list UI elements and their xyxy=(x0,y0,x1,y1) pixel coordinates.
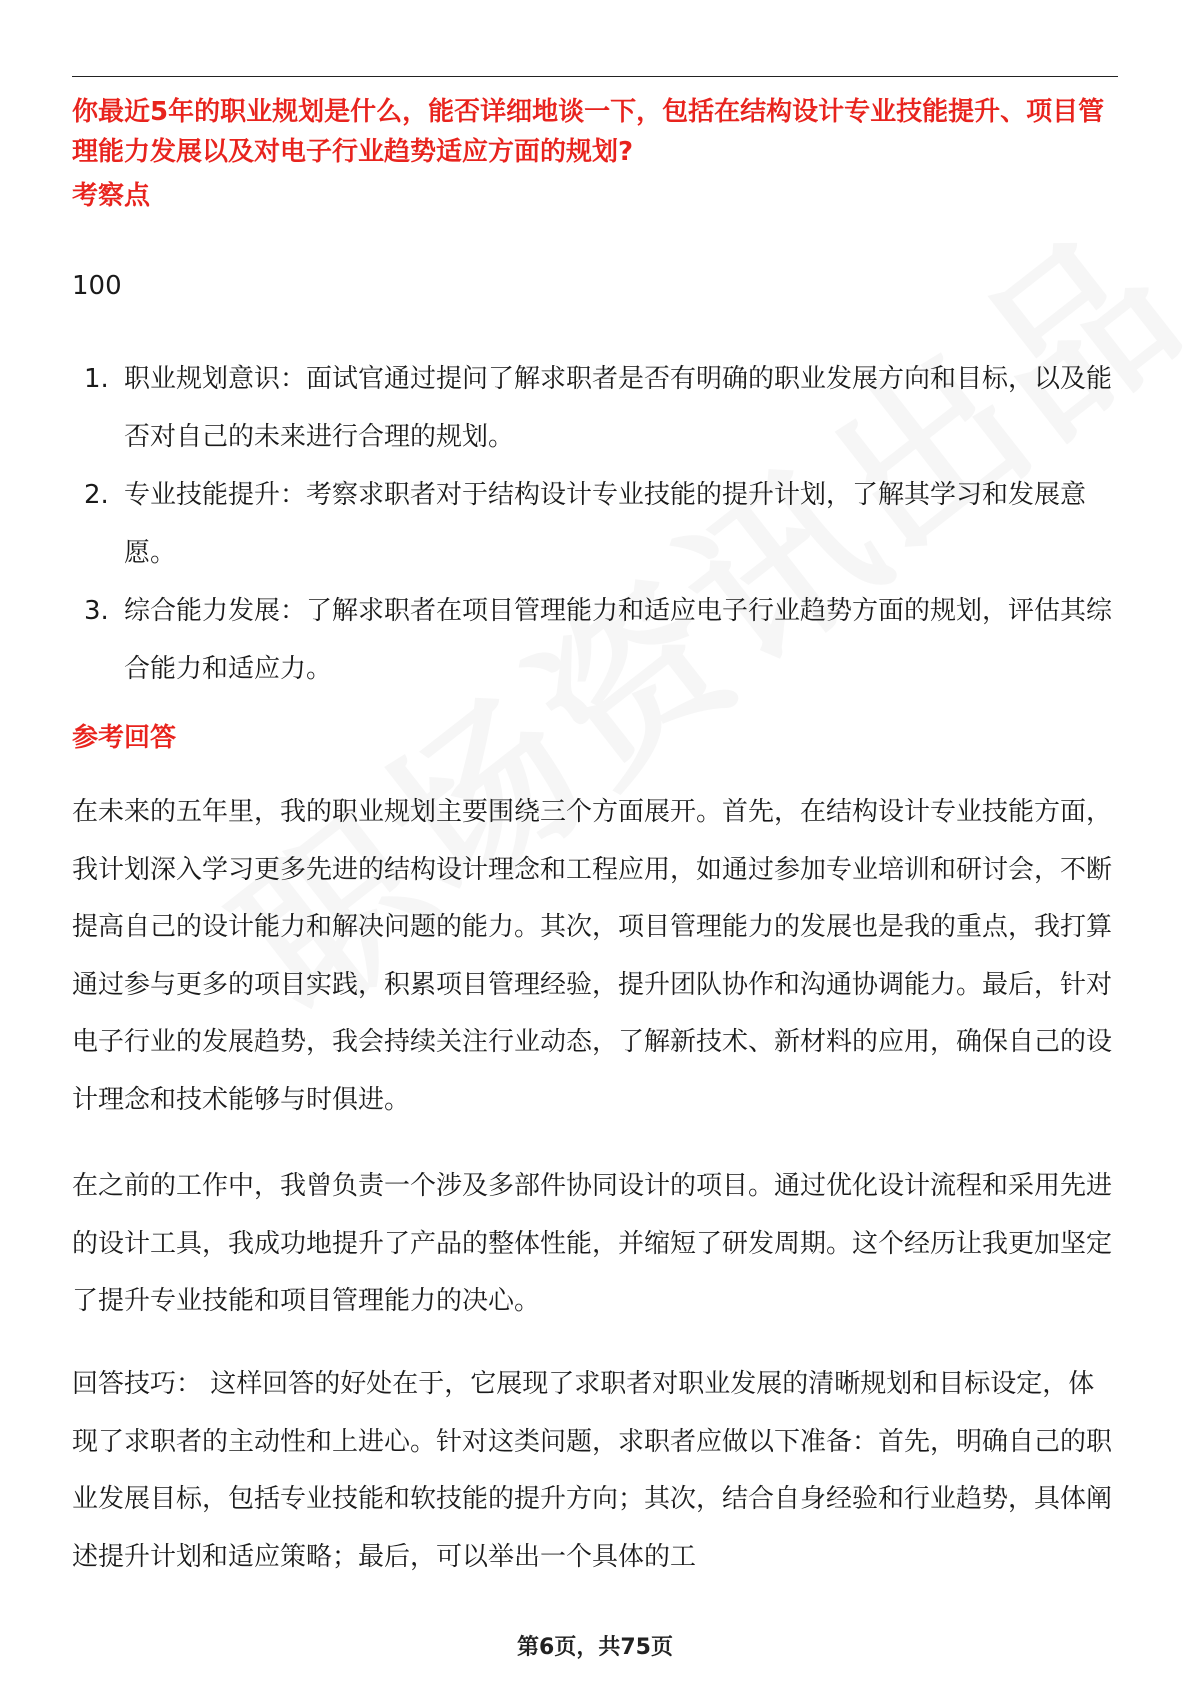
list-item-text: 专业技能提升：考察求职者对于结构设计专业技能的提升计划，了解其学习和发展意愿。 xyxy=(124,480,1087,568)
list-item-number: 2. xyxy=(84,480,109,510)
score-value: 100 xyxy=(72,271,122,301)
list-item-number: 1. xyxy=(84,364,109,394)
page-number-footer: 第6页，共75页 xyxy=(517,1635,673,1660)
top-divider xyxy=(72,76,1118,77)
answer-paragraph: 在未来的五年里，我的职业规划主要围绕三个方面展开。首先，在结构设计专业技能方面，我计划深入学习更多先进的结构设计理念和工程应用，如通过参加专业培训和研讨会，不断提高自己的设计能力和解决问题的能力。其次，项目管理能力的发展也是我的重点，我打算通过参与更多的项目实践，积累项目管理经验，提升团队协作和沟通协调能力。最后，针对电子行业的发展趋势，我会持续关注行业动态，了解新技术、新材料的应用，确保自己的设计理念和技术能够与时俱进。 xyxy=(72,797,1113,1115)
points-list xyxy=(72,350,1118,698)
list-item-text: 综合能力发展：了解求职者在项目管理能力和适应电子行业趋势方面的规划，评估其综合能力和适应力。 xyxy=(124,596,1113,684)
list-item-number: 3. xyxy=(84,596,109,626)
list-item xyxy=(72,466,1118,582)
list-item xyxy=(72,350,1118,466)
question-title: 你最近5年的职业规划是什么，能否详细地谈一下，包括在结构设计专业技能提升、项目管理能力发展以及对电子行业趋势适应方面的规划? xyxy=(72,97,1105,167)
points-heading: 考察点 xyxy=(72,181,151,211)
list-item-text: 职业规划意识：面试官通过提问了解求职者是否有明确的职业发展方向和目标，以及能否对自己的未来进行合理的规划。 xyxy=(124,364,1113,452)
answer-heading: 参考回答 xyxy=(72,723,177,753)
answer-paragraph: 在之前的工作中，我曾负责一个涉及多部件协同设计的项目。通过优化设计流程和采用先进的设计工具，我成功地提升了产品的整体性能，并缩短了研发周期。这个经历让我更加坚定了提升专业技能和项目管理能力的决心。 xyxy=(72,1171,1113,1316)
list-item xyxy=(72,582,1118,698)
answer-tips-paragraph: 回答技巧： 这样回答的好处在于，它展现了求职者对职业发展的清晰规划和目标设定，体现了求职者的主动性和上进心。针对这类问题，求职者应做以下准备：首先，明确自己的职业发展目标，包括专业技能和软技能的提升方向；其次，结合自身经验和行业趋势，具体阐述提升计划和适应策略；最后，可以举出一个具体的工 xyxy=(72,1369,1113,1572)
